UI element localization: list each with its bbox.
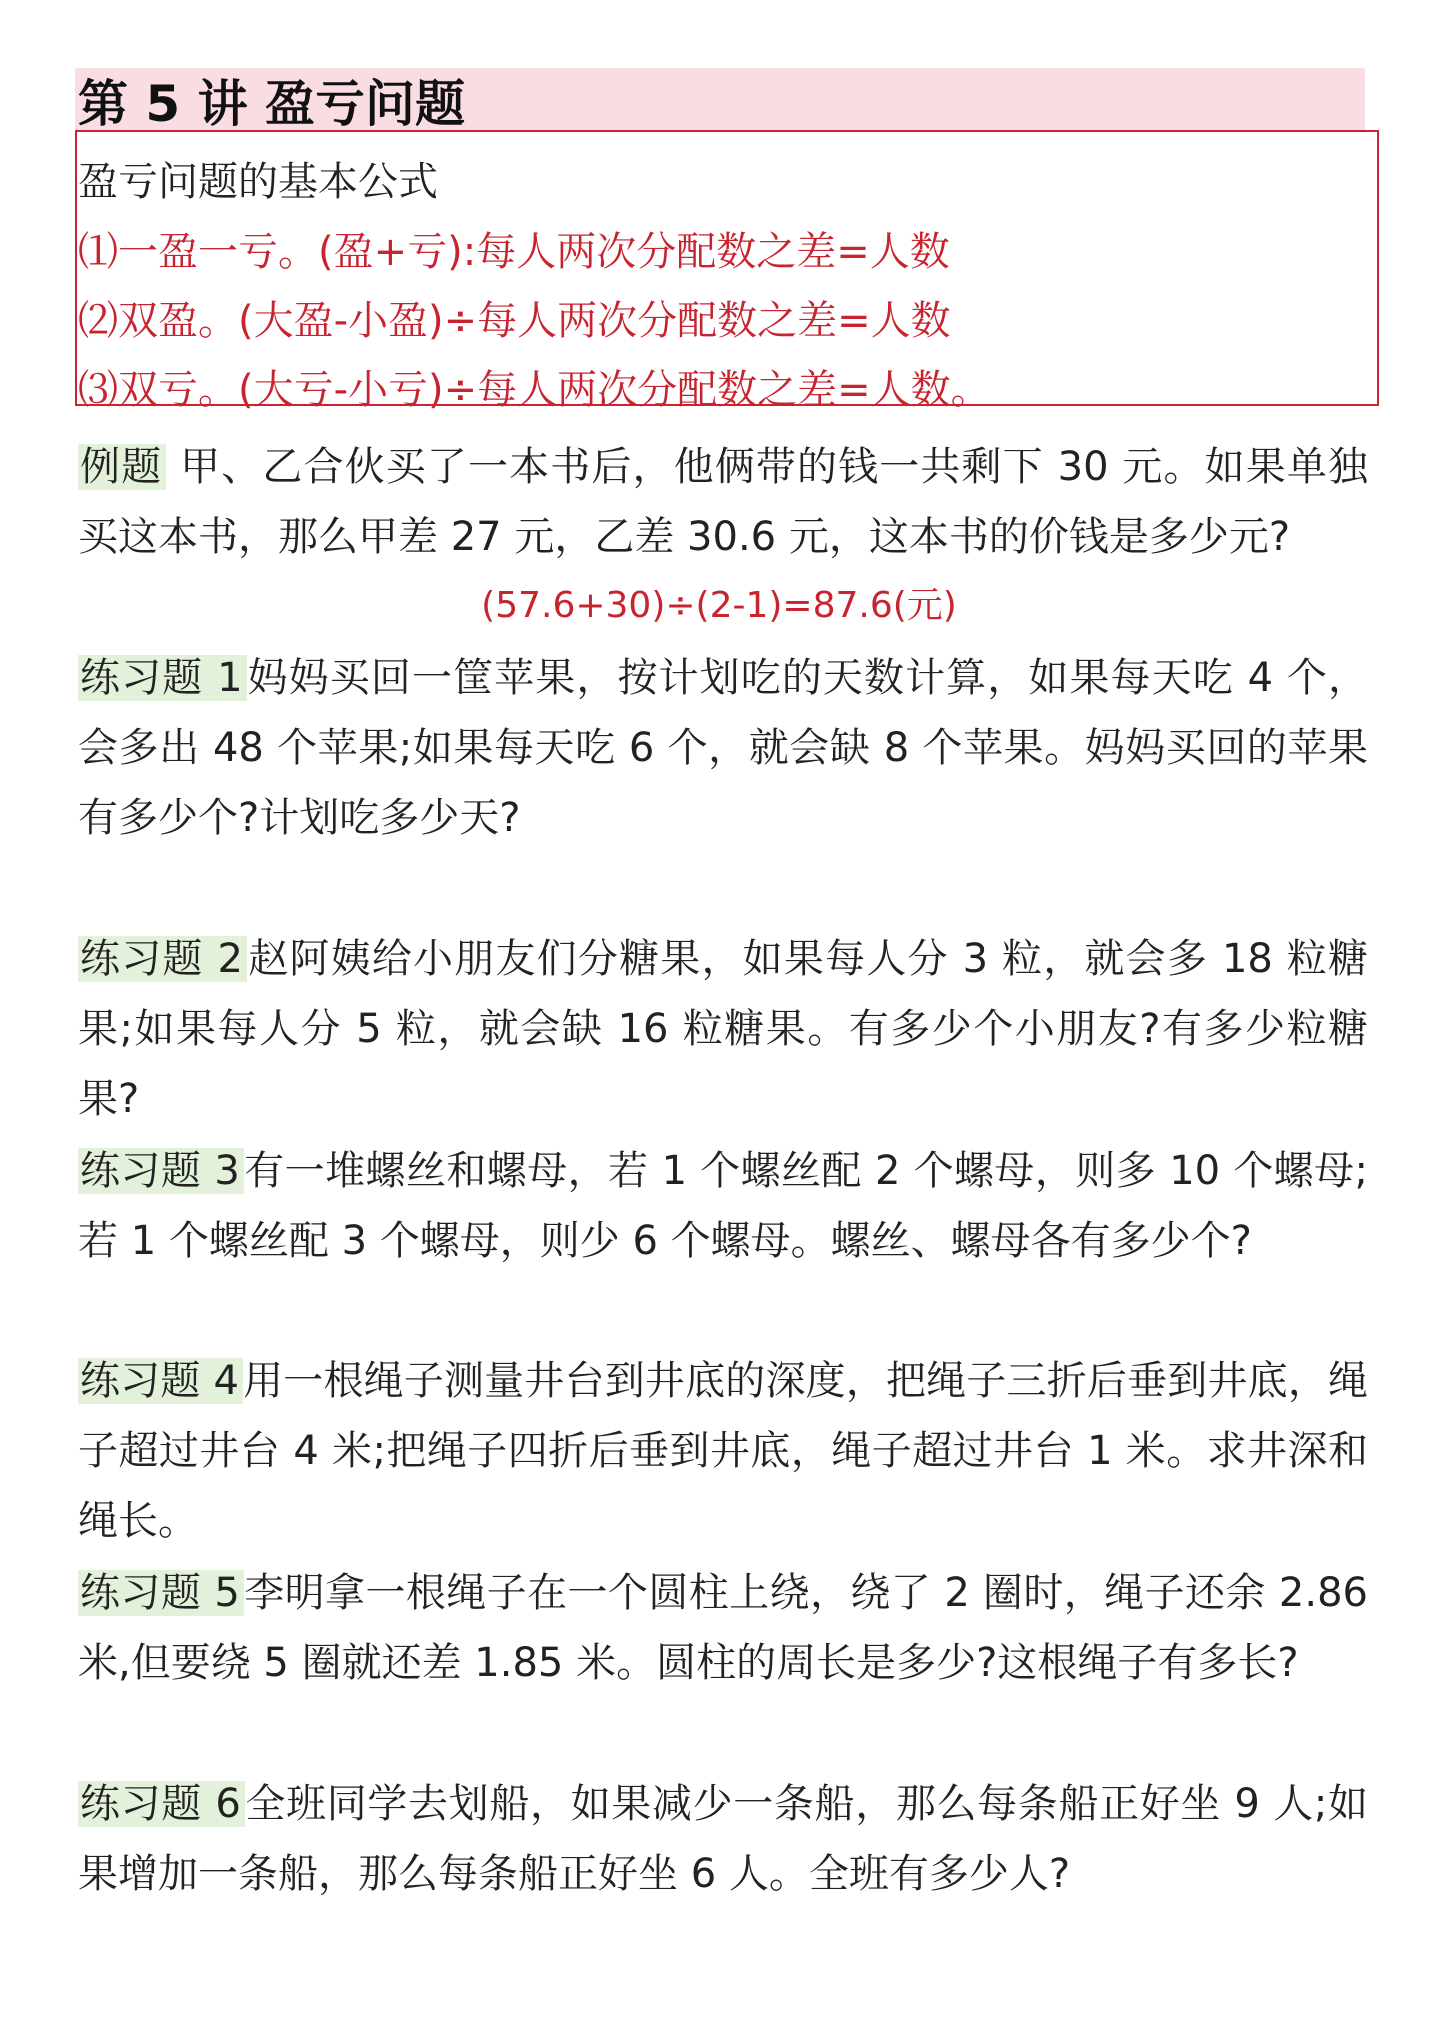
exercise-2 bbox=[78, 924, 1368, 1134]
exercise-tag: 练习题 5 bbox=[78, 1570, 244, 1616]
exercise-4 bbox=[78, 1346, 1368, 1556]
example-problem bbox=[78, 432, 1368, 572]
formula-line-3: ⑶双亏。(大亏-小亏)÷每人两次分配数之差=人数。 bbox=[78, 367, 991, 413]
example-text: 甲、乙合伙买了一本书后，他俩带的钱一共剩下 30 元。如果单独买这本书，那么甲差 27 元，乙差 30.6 元，这本书的价钱是多少元? bbox=[78, 444, 1369, 560]
formula-heading: 盈亏问题的基本公式 bbox=[78, 159, 438, 205]
exercise-text: 李明拿一根绳子在一个圆柱上绕，绕了 2 圈时，绳子还余 2.86 米,但要绕 5 圈就还差 1.85 米。圆柱的周长是多少?这根绳子有多长? bbox=[78, 1570, 1368, 1686]
exercise-text: 用一根绳子测量井台到井底的深度，把绳子三折后垂到井底，绳子超过井台 4 米;把绳子四折后垂到井底，绳子超过井台 1 米。求井深和绳长。 bbox=[78, 1358, 1369, 1544]
exercise-tag: 练习题 4 bbox=[78, 1358, 243, 1404]
exercise-text: 妈妈买回一筐苹果，按计划吃的天数计算，如果每天吃 4 个，会多出 48 个苹果;如果每天吃 6 个，就会缺 8 个苹果。妈妈买回的苹果有多少个?计划吃多少天? bbox=[78, 655, 1368, 841]
exercise-text: 全班同学去划船，如果减少一条船，那么每条船正好坐 9 人;如果增加一条船，那么每条船正好坐 6 人。全班有多少人? bbox=[78, 1781, 1369, 1897]
exercise-tag: 练习题 1 bbox=[78, 655, 247, 701]
example-tag: 例题 bbox=[78, 444, 166, 490]
exercise-text: 赵阿姨给小朋友们分糖果，如果每人分 3 粒，就会多 18 粒糖果;如果每人分 5 粒，就会缺 16 粒糖果。有多少个小朋友?有多少粒糖果? bbox=[78, 936, 1368, 1122]
exercise-tag: 练习题 3 bbox=[78, 1148, 244, 1194]
page-title: 第 5 讲 盈亏问题 bbox=[78, 75, 466, 133]
exercise-1 bbox=[78, 643, 1368, 853]
exercise-5 bbox=[78, 1558, 1368, 1698]
exercise-tag: 练习题 6 bbox=[78, 1781, 245, 1827]
example-answer: (57.6+30)÷(2-1)=87.6(元) bbox=[481, 585, 957, 626]
formula-line-2: ⑵双盈。(大盈-小盈)÷每人两次分配数之差=人数 bbox=[78, 298, 951, 344]
exercise-tag: 练习题 2 bbox=[78, 936, 247, 982]
formula-line-1: ⑴一盈一亏。(盈+亏):每人两次分配数之差=人数 bbox=[78, 229, 950, 275]
exercise-3 bbox=[78, 1136, 1368, 1276]
exercise-6 bbox=[78, 1769, 1368, 1909]
exercise-text: 有一堆螺丝和螺母，若 1 个螺丝配 2 个螺母，则多 10 个螺母;若 1 个螺丝配 3 个螺母，则少 6 个螺母。螺丝、螺母各有多少个? bbox=[78, 1148, 1368, 1264]
